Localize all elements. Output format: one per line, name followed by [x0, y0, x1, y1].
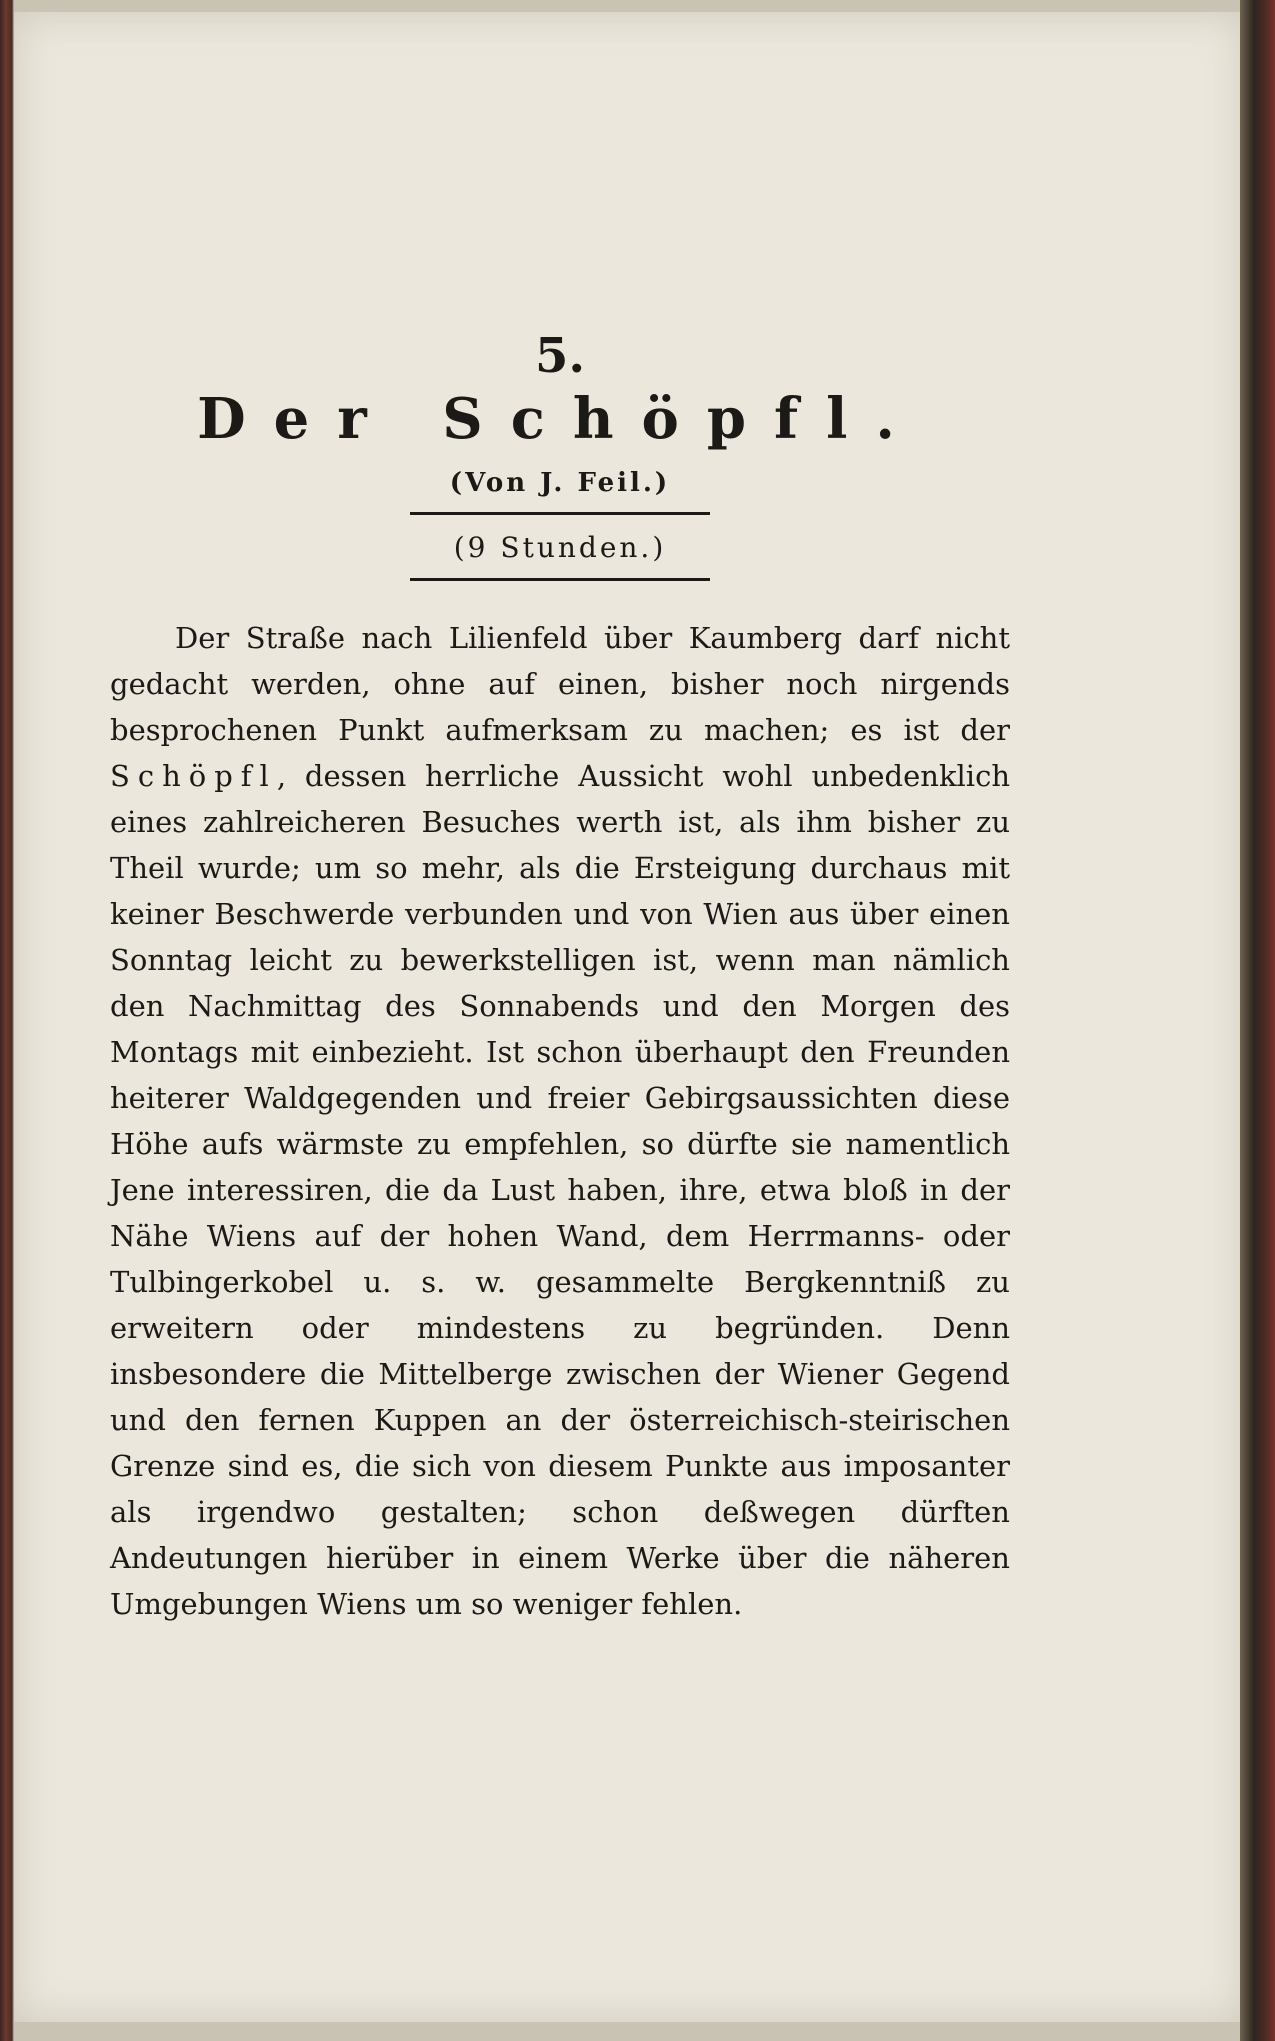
chapter-title: Der Schöpfl. [197, 385, 923, 452]
body-paragraph [110, 615, 1010, 1627]
page-content [110, 330, 1010, 1656]
page-edge [1240, 0, 1275, 2041]
chapter-duration: (9 Stunden.) [453, 531, 667, 565]
body-text-part1: Der Straße nach Lilienfeld über Kaumberg darf nicht gedacht werden, ohne auf einen, bisher noch nirgends besprochenen Punkt aufmerksam zu machen; es ist der [110, 621, 1010, 748]
chapter-number: 5. [534, 328, 586, 384]
duration-box [410, 512, 710, 581]
body-emphasis: Schöpfl [110, 759, 277, 794]
body-text-part2: , dessen herrliche Aussicht wohl unbedenklich eines zahlreicheren Besuches werth ist, als ihm bisher zu Theil wurde; um so mehr, als die Ersteigung durchaus mit keiner Beschwerde verbunden und von Wien aus über einen Sonntag leicht zu bewerkstelligen ist, wenn man nämlich den Nachmittag des Sonnabends und den Morgen des Montags mit einbezieht. Ist schon überhaupt den Freunden heiterer Waldgegenden und freier Gebirgsaussichten diese Höhe aufs wärmste zu empfehlen, so dürfte sie namentlich Jene interessiren, die da Lust haben, ihre, etwa bloß in der Nähe Wiens auf der hohen Wand, dem Herrmanns- oder Tulbingerkobel u. s. w. gesammelte Bergkenntniß zu erweitern oder mindestens zu begründen. Denn insbesondere die Mittelberge zwischen der Wiener Gegend und den fernen Kuppen an der österreichisch-steirischen Grenze sind es, die sich von diesem Punkte aus imposanter als irgendwo gestalten; schon deßwegen dürften Andeutungen hierüber in einem Werke über die näheren Umgebungen Wiens um so weniger fehlen. [110, 759, 1010, 1622]
chapter-author: (Von J. Feil.) [449, 468, 671, 499]
bottom-rule [410, 578, 710, 581]
